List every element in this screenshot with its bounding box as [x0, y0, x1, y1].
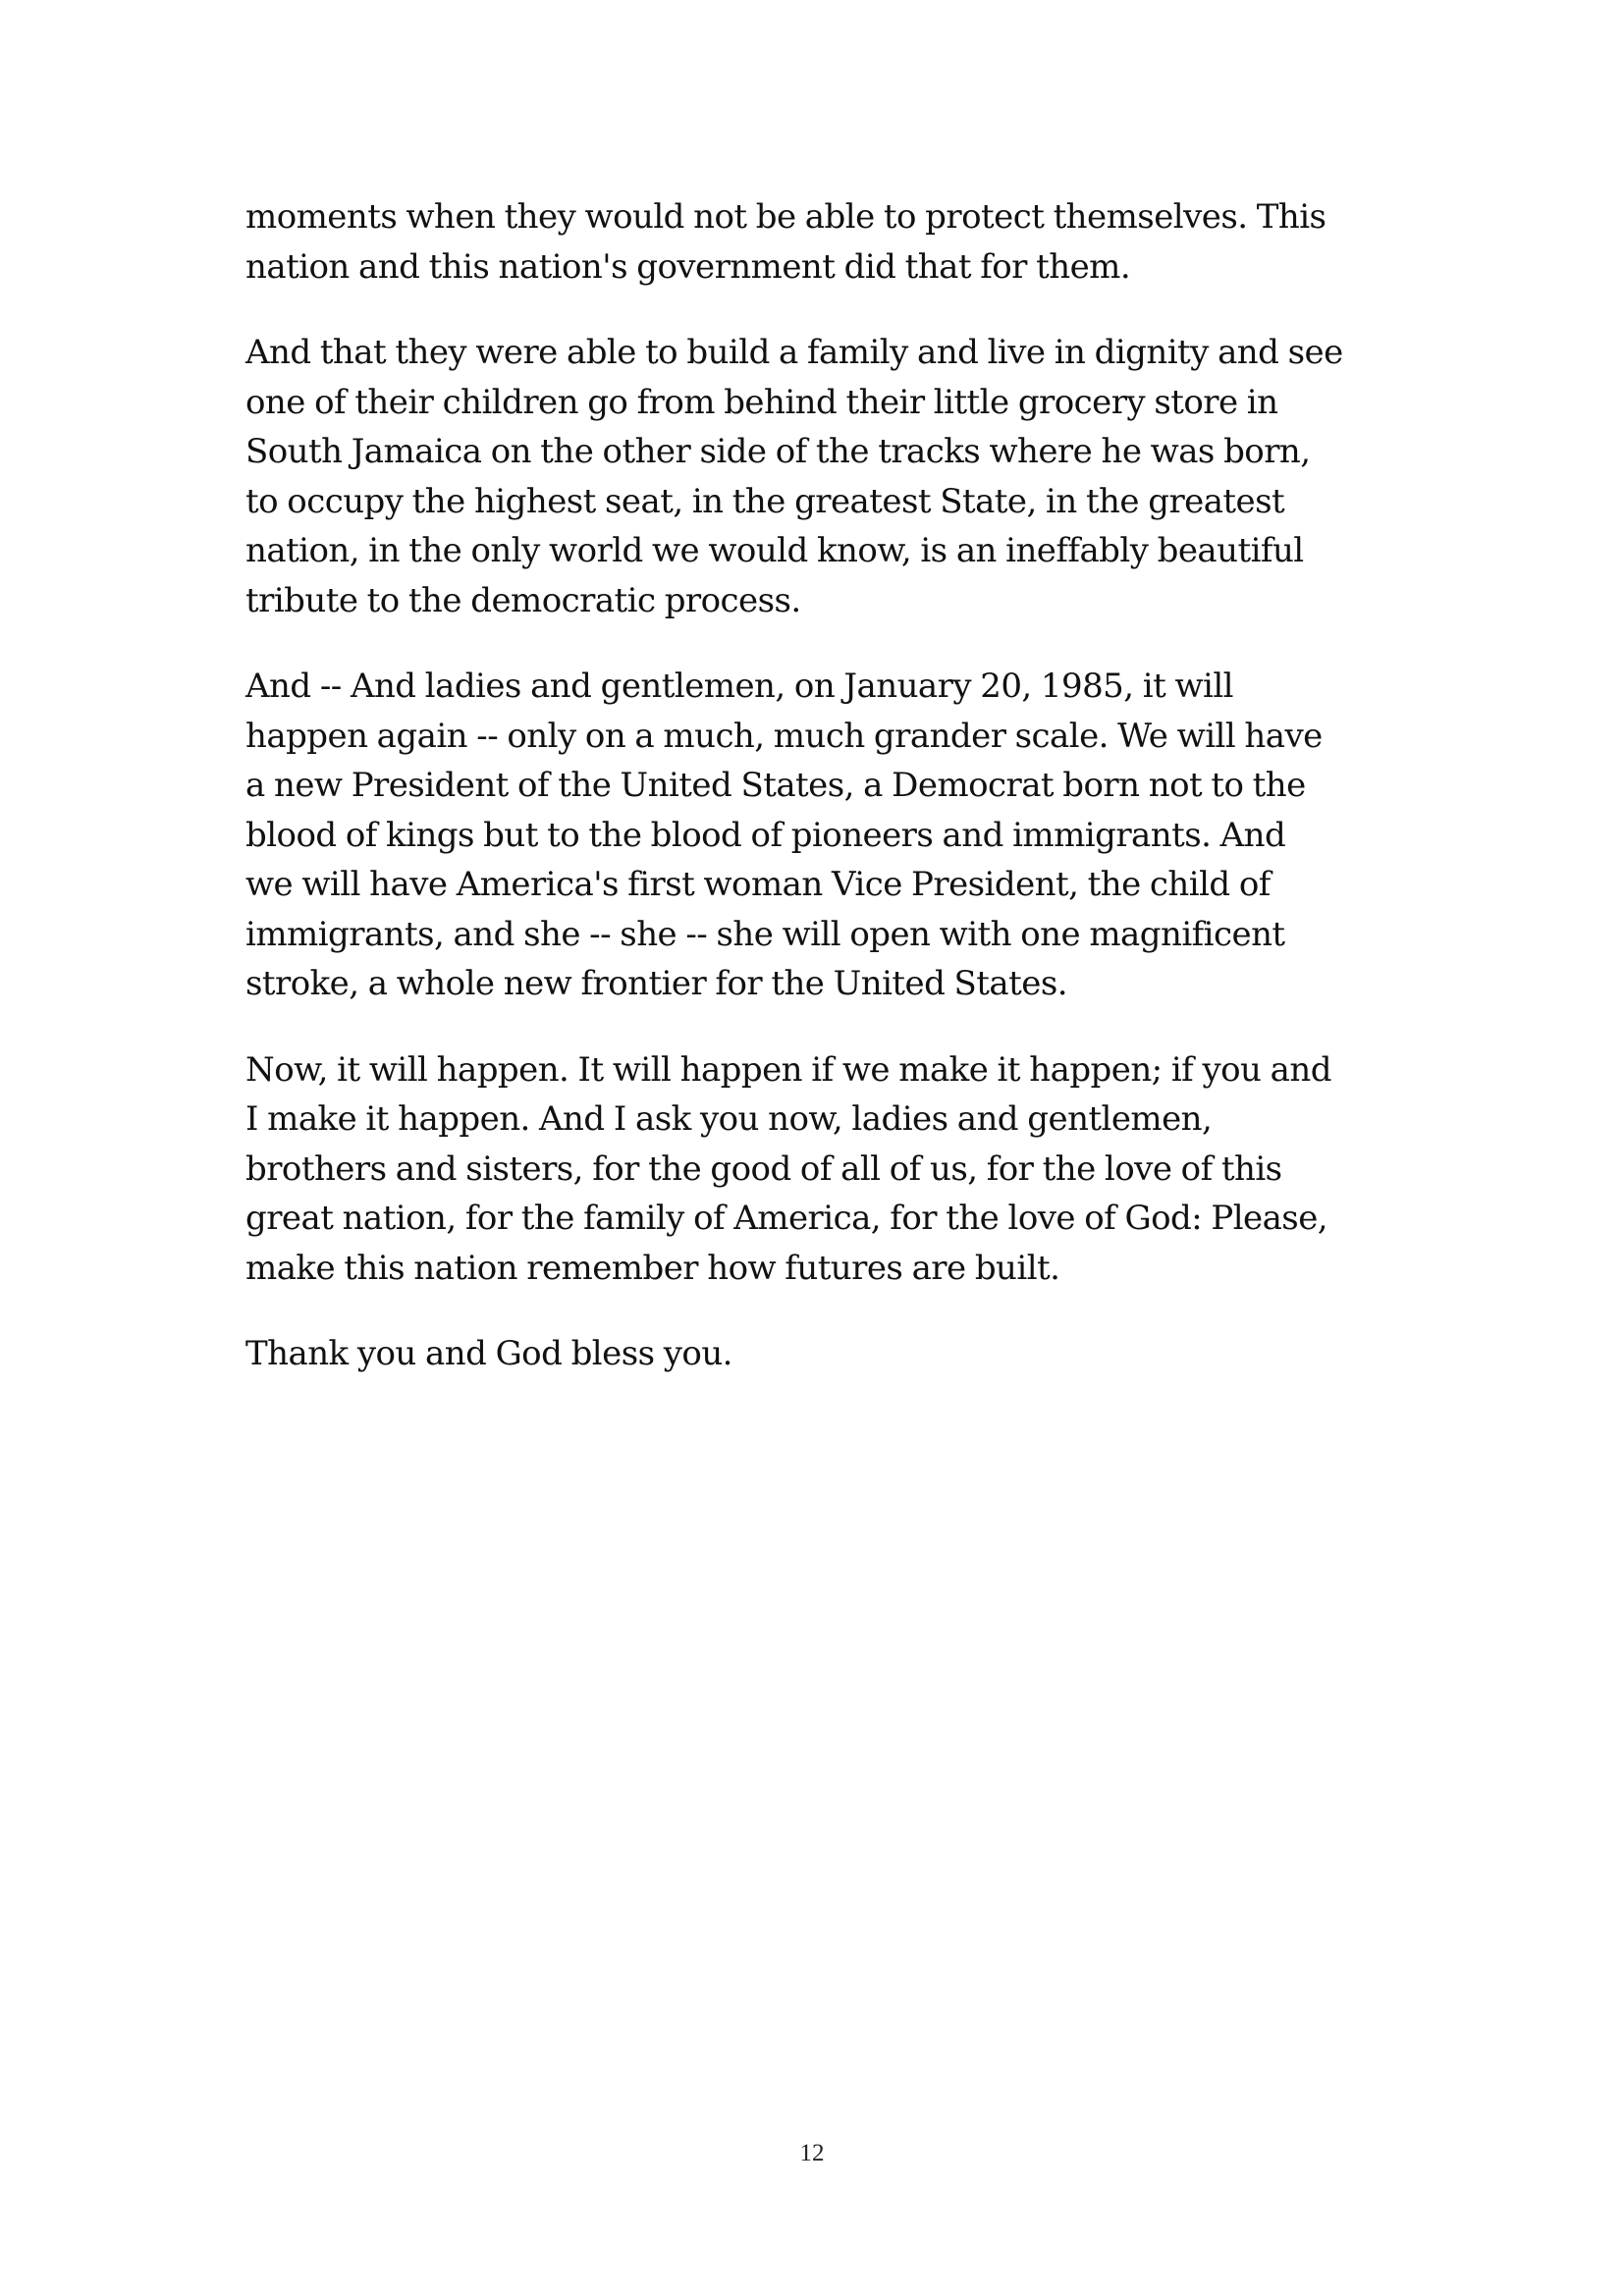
text-line: brothers and sisters, for the good of all of us, for the love of this: [245, 1148, 1282, 1189]
text-line: And that they were able to build a family and live in dignity and see: [245, 333, 1343, 372]
page-number: 12: [799, 2140, 825, 2166]
text-line: to occupy the highest seat, in the greatest State, in the greatest: [245, 481, 1285, 521]
text-line: a new President of the United States, a Democrat born not to the: [245, 766, 1306, 805]
text-line: immigrants, and she -- she -- she will open with one magnificent: [245, 914, 1285, 954]
text-line: great nation, for the family of America, for the love of God: Please,: [245, 1199, 1328, 1238]
text-line: blood of kings but to the blood of pioneers and immigrants. And: [245, 815, 1286, 855]
text-line: moments when they would not be able to protect themselves. This: [245, 197, 1326, 237]
text-line: make this nation remember how futures are built.: [245, 1248, 1060, 1288]
text-line: tribute to the democratic process.: [245, 580, 801, 620]
paragraph-4: [245, 1045, 1404, 1294]
text-line: happen again -- only on a much, much grander scale. We will have: [245, 716, 1323, 756]
text-line: And -- And ladies and gentlemen, on January 20, 1985, it will: [245, 667, 1233, 706]
text-line: South Jamaica on the other side of the tracks where he was born,: [245, 432, 1311, 471]
speech-body: [245, 192, 1404, 1415]
text-line: nation and this nation's government did that for them.: [245, 246, 1131, 287]
text-line: stroke, a whole new frontier for the United States.: [245, 964, 1067, 1003]
text-line: Thank you and God bless you.: [245, 1334, 732, 1373]
text-line: nation, in the only world we would know, is an ineffably beautiful: [245, 531, 1304, 570]
text-line: I make it happen. And I ask you now, ladies and gentlemen,: [245, 1099, 1213, 1139]
text-line: Now, it will happen. It will happen if we make it happen; if you and: [245, 1049, 1331, 1090]
text-line: we will have America's first woman Vice President, the child of: [245, 865, 1271, 904]
paragraph-2: [245, 328, 1404, 625]
text-line: one of their children go from behind their little grocery store in: [245, 382, 1278, 422]
paragraph-5: [245, 1329, 1404, 1379]
paragraph-1: [245, 192, 1404, 292]
paragraph-3: [245, 662, 1404, 1009]
